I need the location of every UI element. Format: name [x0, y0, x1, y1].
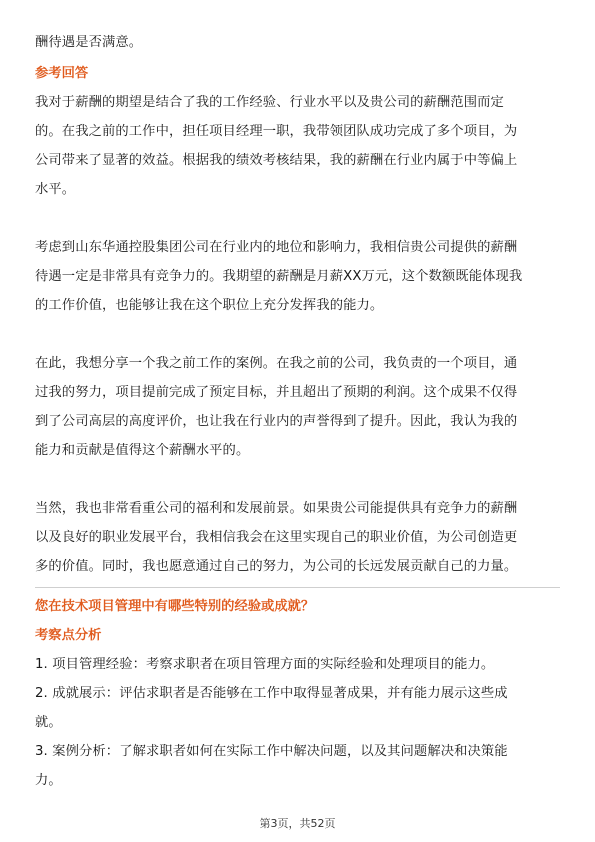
analysis-item-2-cont: 就。: [35, 715, 62, 730]
answer-line: 的。在我之前的工作中，担任项目经理一职，我带领团队成功完成了多个项目，为: [35, 124, 518, 139]
intro-line: 酬待遇是否满意。: [35, 35, 143, 50]
answer-line: 当然，我也非常看重公司的福利和发展前景。如果贵公司能提供具有竞争力的薪酬: [35, 501, 518, 516]
answer-line: 多的价值。同时，我也愿意通过自己的努力，为公司的长远发展贡献自己的力量。: [35, 559, 518, 574]
analysis-item-3: 3. 案例分析：了解求职者如何在实际工作中解决问题，以及其问题解决和决策能: [35, 744, 508, 759]
answer-line: 的工作价值，也能够让我在这个职位上充分发挥我的能力。: [35, 298, 384, 313]
analysis-item-2: 2. 成就展示：评估求职者是否能够在工作中取得显著成果，并有能力展示这些成: [35, 686, 508, 701]
answer-line: 过我的努力，项目提前完成了预定目标，并且超出了预期的利润。这个成果不仅得: [35, 385, 518, 400]
answer-line: 水平。: [35, 182, 76, 197]
analysis-item-3-cont: 力。: [35, 773, 62, 788]
answer-paragraph-1: [35, 88, 560, 204]
answer-paragraph-2: [35, 233, 560, 320]
answer-line: 到了公司高层的高度评价，也让我在行业内的声誉得到了提升。因此，我认为我的: [35, 414, 518, 429]
answer-line: 以及良好的职业发展平台，我相信我会在这里实现自己的职业价值，为公司创造更: [35, 530, 518, 545]
answer-line: 公司带来了显著的效益。根据我的绩效考核结果，我的薪酬在行业内属于中等偏上: [35, 153, 518, 168]
answer-line: 能力和贡献是值得这个薪酬水平的。: [35, 443, 250, 458]
answer-line: 在此，我想分享一个我之前工作的案例。在我之前的公司，我负责的一个项目，通: [35, 356, 518, 371]
analysis-item-1: 1. 项目管理经验：考察求职者在项目管理方面的实际经验和处理项目的能力。: [35, 657, 495, 672]
answer-paragraph-4: [35, 494, 560, 581]
answer-heading: 参考回答: [35, 66, 89, 81]
section-divider: [35, 587, 560, 588]
question-heading: 您在技术项目管理中有哪些特别的经验或成就？: [35, 599, 315, 614]
page-footer: 第3页，共52页: [259, 817, 336, 830]
answer-line: 待遇一定是非常具有竞争力的。我期望的薪酬是月薪XX万元，这个数额既能体现我: [35, 269, 523, 284]
answer-paragraph-3: [35, 349, 560, 465]
analysis-heading: 考察点分析: [35, 628, 102, 643]
answer-line: 考虑到山东华通控股集团公司在行业内的地位和影响力，我相信贵公司提供的薪酬: [35, 240, 518, 255]
document-page: [35, 0, 560, 795]
answer-line: 我对于薪酬的期望是结合了我的工作经验、行业水平以及贵公司的薪酬范围而定: [35, 95, 504, 110]
